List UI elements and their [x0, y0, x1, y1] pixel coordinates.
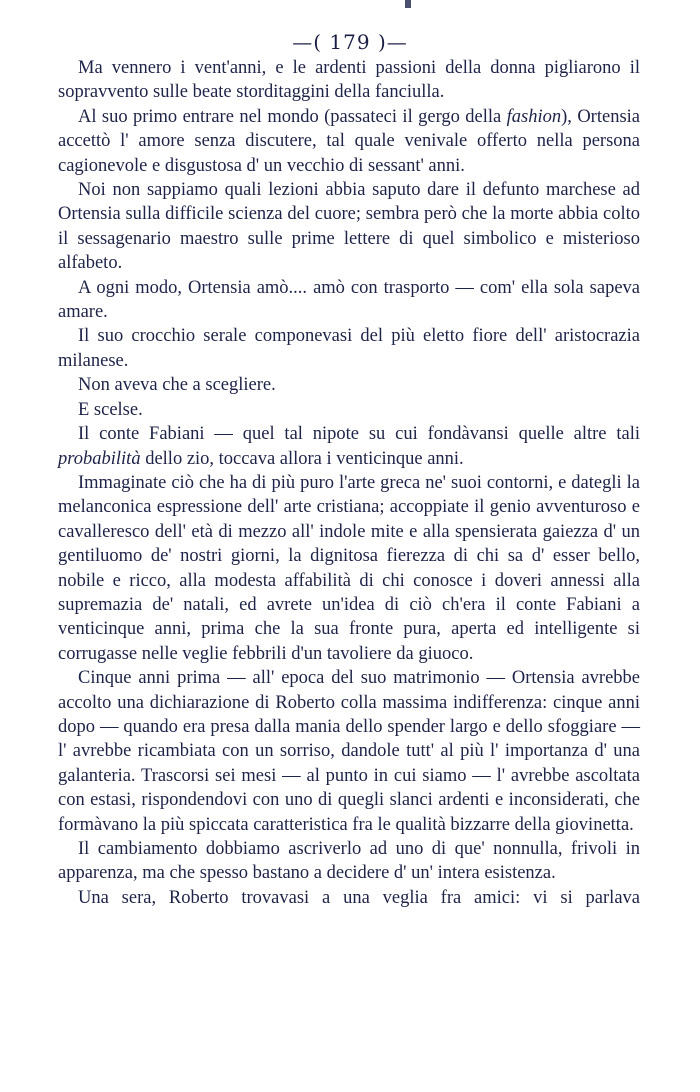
paragraph-text: Il suo crocchio serale componevasi del più eletto fiore dell' aristocrazia milanese. [58, 326, 640, 371]
page-number: —( 179 )— [292, 30, 408, 54]
paragraph [58, 276, 640, 325]
paragraph-text: Una sera, Roberto trovavasi a una veglia fra amici: vi si parlava [78, 887, 640, 908]
paragraph [58, 105, 640, 178]
italic-text: probabilità [58, 448, 141, 469]
paragraph [58, 886, 640, 910]
paragraph-text: dello zio, toccava allora i venticinque anni. [140, 448, 464, 469]
paragraph-text: Non aveva che a scegliere. [78, 375, 276, 396]
paragraph-text: Al suo primo entrare nel mondo (passateci il gergo della [78, 106, 507, 127]
paragraph [58, 178, 640, 276]
paragraph-text: A ogni modo, Ortensia amò.... amò con trasporto — com' ella sola sapeva amare. [58, 277, 640, 323]
paragraph [58, 837, 640, 886]
paragraph [58, 422, 640, 471]
ink-mark [405, 0, 411, 8]
paragraph-text: Cinque anni prima — all' epoca del suo matrimonio — Ortensia avrebbe accolto una dichiarazione di Roberto colla massima indifferenza: cinque anni dopo — quando era presa dalla mania dello spender largo e dello sfoggiare — l' avrebbe ricambiata con un sorriso, dandole tutt' al più l' importanza d' una galanteria. Trascorsi sei mesi — al punto in cui siamo — l' avrebbe ascoltata con estasi, rispondendovi con uno di quegli slanci ardenti e inconsiderati, che formàvano la più spiccata caratteristica fra le qualità bizzarre della giovinetta. [58, 668, 640, 835]
paragraph-text: Ma vennero i vent'anni, e le ardenti passioni della donna pigliarono il sopravvento sulle beate storditaggini della fanciulla. [58, 58, 640, 103]
paragraph-text: Immaginate ciò che ha di più puro l'arte greca ne' suoi contorni, e dategli la melanconica espressione dell' arte cristiana; accoppiate il genio avventuroso e cavalleresco dell' età di mezzo all' indole mite e alla spensierata gaiezza d' un gentiluomo de' nostri giorni, la dignitosa fierezza di chi sa d' esser bello, nobile e ricco, alla modesta affabilità di chi conosce i doveri annessi alla supremazia de' natali, ed avrete un'idea di ciò ch'era il conte Fabiani a venticinque anni, prima che la sua fronte pura, aperta ed intelligente si corrugasse nelle veglie febbrili d'un tavoliere da giuoco. [58, 472, 640, 664]
paragraph [58, 471, 640, 666]
paragraph [58, 373, 640, 397]
paragraph [58, 56, 640, 105]
paragraph [58, 324, 640, 373]
italic-text: fashion [506, 106, 562, 127]
paragraph-text: ), Ortensia accettò l' amore senza discutere, tal quale venivale offerto nella persona cagionevole e disgustosa d' un vecchio di sessant' anni. [58, 106, 640, 176]
paragraph [58, 666, 640, 837]
paragraph [58, 398, 640, 422]
paragraph-text: Noi non sappiamo quali lezioni abbia saputo dare il defunto marchese ad Ortensia sulla difficile scienza del cuore; sembra però che la morte abbia colto il sessagenario maestro sulle prime lettere di quel simbolico e misterioso alfabeto. [58, 180, 640, 274]
body-text [58, 56, 640, 910]
paragraph-text: Il cambiamento dobbiamo ascriverlo ad uno di que' nonnulla, frivoli in apparenza, ma che spesso bastano a decidere d' un' intera esistenza. [58, 839, 640, 884]
paragraph-text: E scelse. [78, 399, 143, 420]
paragraph-text: Il conte Fabiani — quel tal nipote su cui fondàvansi quelle altre tali [78, 424, 640, 445]
